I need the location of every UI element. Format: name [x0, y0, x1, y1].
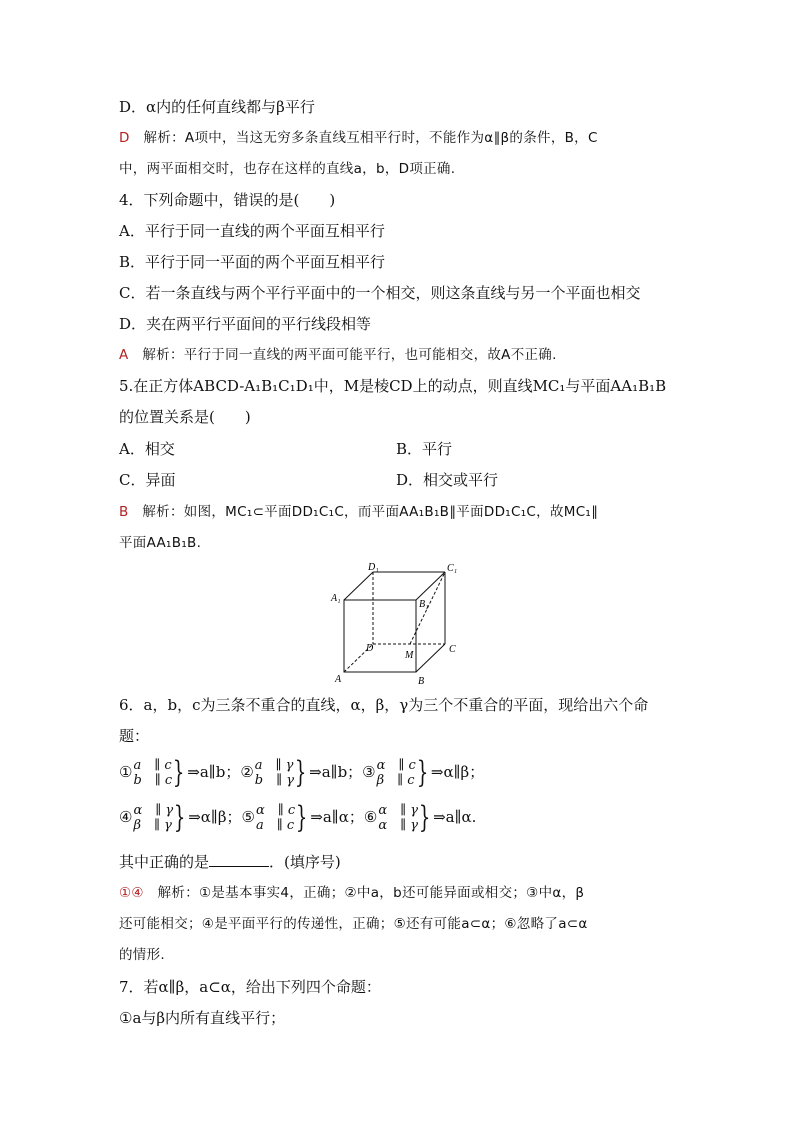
- cube-edge-bc: [416, 644, 445, 672]
- cube-edge-b1c1: [416, 572, 445, 600]
- prop-5: ⑤ α ∥ c a ∥ c } ⇒a∥α；: [241, 800, 364, 835]
- q5-options-row2: [119, 470, 679, 490]
- q3-answer-line2: 中，两平面相交时，也存在这样的直线a，b，D项正确.: [119, 161, 456, 177]
- q5-answer-line1: [119, 502, 598, 522]
- q7-prop1: ①a与β内所有直线平行；: [119, 1009, 286, 1027]
- q6-fill-blank-line: 其中正确的是 ．(填序号): [119, 853, 341, 871]
- answer-text: ：如图，MC₁⊂平面DD₁C₁C，而平面AA₁B₁B∥平面DD₁C₁C，故MC₁∥: [169, 504, 599, 520]
- answer-label: 解析: [157, 885, 186, 901]
- q5-option-a: A．相交: [119, 440, 175, 458]
- answer-label: 解析: [142, 347, 170, 363]
- q5-options-row1: [119, 439, 679, 459]
- label-c1: C₁: [447, 563, 458, 574]
- label-b1: B₁: [419, 599, 429, 610]
- q4-option-b: B．平行于同一平面的两个平面互相平行: [119, 253, 386, 271]
- label-a: A: [335, 674, 342, 685]
- prop-3: ③ α ∥ c β ∥ c } ⇒α∥β；: [362, 755, 485, 790]
- label-a1: A₁: [331, 593, 341, 604]
- answer-blank[interactable]: [209, 852, 269, 867]
- answer-letter: A: [119, 347, 129, 363]
- prop-2: ② a ∥ γ b ∥ γ } ⇒a∥b；: [240, 755, 363, 790]
- q6-answer-line3: 的情形.: [119, 947, 165, 963]
- q6-props-row1: [119, 757, 484, 789]
- q7-stem: 7．若α∥β，a⊂α，给出下列四个命题：: [119, 978, 381, 996]
- q4-option-c: C．若一条直线与两个平行平面中的一个相交，则这条直线与另一个平面也相交: [119, 284, 641, 302]
- q5-stem-line1: 5.在正方体ABCD-A₁B₁C₁D₁中，M是棱CD上的动点，则直线MC₁与平面AA₁B₁B: [119, 377, 667, 395]
- prop-4: ④ α ∥ γ β ∥ γ } ⇒α∥β；: [119, 800, 242, 835]
- answer-label: 解析: [143, 130, 172, 146]
- q3-option-d: D．α内的任何直线都与β平行: [119, 98, 315, 116]
- answer-text: ：A项中，当这无穷多条直线互相平行时，不能作为α∥β的条件，B，C: [171, 130, 598, 146]
- q6-answer-line2: 还可能相交；④是平面平行的传递性，正确；⑤还有可能a⊂α；⑥忽略了a⊂α: [119, 916, 588, 932]
- q5-option-b: B．平行: [396, 440, 453, 458]
- answer-label: 解析: [142, 504, 170, 520]
- q4-stem: 4．下列命题中，错误的是( ): [119, 191, 336, 209]
- answer-letter: B: [119, 504, 129, 520]
- prop-1: ① a ∥ c b ∥ c } ⇒a∥b；: [119, 755, 241, 790]
- q3-answer-line1: [119, 128, 598, 148]
- label-m: M: [405, 650, 414, 661]
- q5-option-c: C．异面: [119, 471, 176, 489]
- cube-edge-a1d1: [344, 572, 373, 600]
- q5-option-d: D．相交或平行: [396, 471, 499, 489]
- answer-letter: D: [119, 130, 130, 146]
- label-c: C: [449, 644, 456, 655]
- q6-stem-line2: 题：: [119, 727, 150, 745]
- prop-6: ⑥ α ∥ γ α ∥ γ } ⇒a∥α.: [363, 800, 477, 835]
- q5-answer-line2: 平面AA₁B₁B.: [119, 535, 202, 551]
- q4-option-a: A．平行于同一直线的两个平面互相平行: [119, 222, 385, 240]
- label-d: D: [366, 643, 374, 654]
- q6-stem-line1: 6．a，b，c为三条不重合的直线，α，β，γ为三个不重合的平面，现给出六个命: [119, 696, 649, 714]
- q4-answer: [119, 345, 557, 365]
- label-b: B: [418, 676, 425, 686]
- label-d1: D₁: [368, 562, 379, 573]
- answer-text: ：平行于同一直线的两平面可能平行，也可能相交，故A不正确.: [169, 347, 557, 363]
- answer-text: ：①是基本事实4，正确；②中a，b还可能异面或相交；③中α，β: [185, 885, 585, 901]
- answer-marks: ①④: [119, 885, 144, 901]
- q4-option-d: D．夹在两平行平面间的平行线段相等: [119, 315, 372, 333]
- cube-figure: [328, 560, 468, 686]
- q5-stem-line2: 的位置关系是( ): [119, 408, 251, 426]
- q6-answer-line1: [119, 883, 584, 903]
- q6-props-row2: [119, 802, 476, 834]
